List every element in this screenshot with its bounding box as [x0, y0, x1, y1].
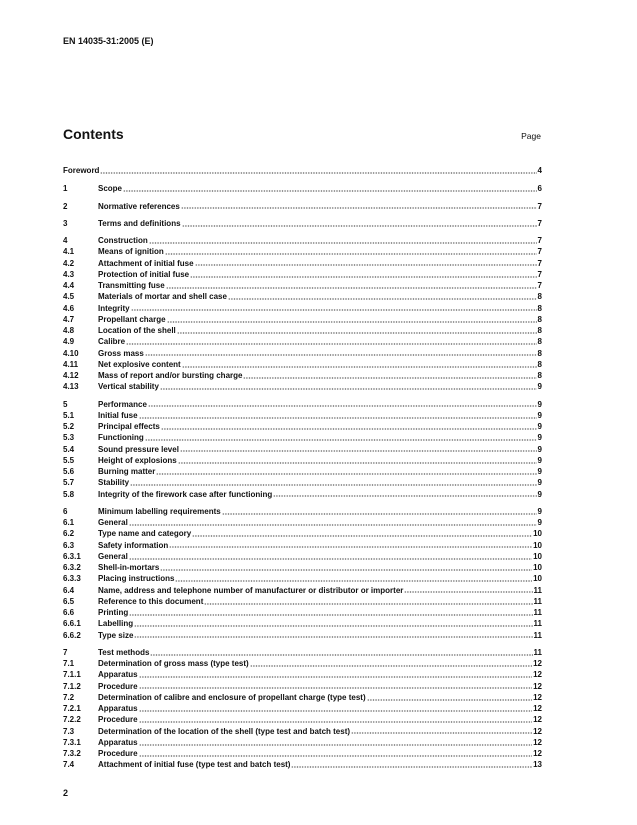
dot-leader — [145, 354, 537, 356]
toc-entry[interactable] — [63, 540, 542, 551]
toc-entry-number: 3 — [63, 218, 68, 228]
toc-entry-number: 4.6 — [63, 303, 75, 313]
toc-entry-page: 10 — [533, 574, 542, 584]
dot-leader — [250, 665, 532, 667]
toc-section — [63, 165, 542, 176]
toc-entry-title: Test methods — [98, 647, 150, 657]
toc-entry-title: Apparatus — [98, 670, 138, 680]
toc-entry-number: 5.5 — [63, 455, 75, 465]
toc-entry-title: Name, address and telephone number of manufacturer or distributor or importer — [98, 585, 404, 595]
toc-entry[interactable] — [63, 714, 542, 725]
toc-entry-page: 7 — [537, 201, 542, 211]
toc-entry-title: Minimum labelling requirements — [98, 506, 221, 516]
toc-entry-page: 11 — [533, 596, 542, 606]
toc-entry-title: Determination of gross mass (type test) — [98, 659, 249, 668]
toc-entry-title: Procedure — [98, 681, 138, 691]
toc-entry-page: 12 — [533, 659, 542, 668]
toc-entry[interactable] — [63, 477, 542, 488]
toc-entry-number: 6.6.1 — [63, 619, 81, 629]
toc-entry-page: 8 — [537, 371, 542, 380]
toc-entry-page: 10 — [533, 563, 542, 572]
toc-entry-title: Functioning — [98, 433, 144, 443]
dot-leader — [126, 343, 536, 345]
toc-entry-title: Sound pressure level — [98, 444, 179, 454]
toc-entry-page: 9 — [537, 506, 542, 516]
page-column-label: Page — [521, 131, 541, 141]
toc-entry-title: Stability — [98, 478, 130, 488]
toc-entry[interactable] — [63, 280, 542, 291]
dot-leader — [139, 744, 533, 746]
dot-leader — [222, 513, 537, 515]
dot-leader — [156, 473, 536, 475]
toc-entry[interactable] — [63, 399, 542, 410]
toc-entry-title: Normative references — [98, 201, 180, 211]
dot-leader — [178, 462, 537, 464]
toc-entry[interactable] — [63, 336, 542, 347]
dot-leader — [139, 687, 533, 689]
dot-leader — [273, 495, 536, 497]
toc-entry[interactable] — [63, 607, 542, 618]
toc-entry[interactable] — [63, 466, 542, 477]
toc-entry-number: 5.4 — [63, 444, 75, 454]
toc-entry[interactable] — [63, 573, 542, 584]
toc-entry-title: Location of the shell — [98, 326, 176, 335]
toc-entry-number: 6.3.1 — [63, 551, 81, 561]
toc-entry[interactable] — [63, 647, 542, 658]
toc-entry-title: Safety information — [98, 540, 169, 550]
toc-entry-number: 6.5 — [63, 596, 75, 606]
dot-leader — [160, 569, 532, 571]
toc-entry-page: 9 — [537, 467, 542, 476]
toc-entry-page: 12 — [533, 715, 542, 725]
toc-entry-page: 12 — [533, 749, 542, 758]
toc-entry[interactable] — [63, 235, 542, 246]
toc-entry-title: Apparatus — [98, 737, 138, 747]
toc-entry[interactable] — [63, 669, 542, 680]
toc-entry-title: Apparatus — [98, 704, 138, 713]
toc-entry-page: 9 — [537, 455, 542, 465]
toc-entry-page: 8 — [537, 359, 542, 369]
toc-entry-page: 12 — [533, 692, 542, 702]
toc-entry-page: 10 — [533, 529, 542, 539]
dot-leader — [123, 190, 537, 192]
toc-entry-page: 8 — [537, 292, 542, 302]
dot-leader — [131, 309, 537, 311]
dot-leader — [139, 755, 533, 757]
toc-entry-number: 6.3 — [63, 540, 75, 550]
toc-entry[interactable] — [63, 703, 542, 714]
toc-entry[interactable] — [63, 455, 542, 466]
toc-entry-number: 4.7 — [63, 314, 75, 324]
toc-entry-title: Scope — [98, 184, 123, 194]
document-header: EN 14035-31:2005 (E) — [63, 36, 154, 46]
dot-leader — [169, 546, 532, 548]
dot-leader — [351, 732, 532, 734]
toc-entry-number: 6.2 — [63, 529, 75, 539]
toc-entry-page: 7 — [537, 218, 542, 228]
toc-entry[interactable] — [63, 258, 542, 269]
toc-entry-page: 9 — [537, 422, 542, 431]
toc-section — [63, 647, 542, 771]
dot-leader — [177, 332, 537, 334]
toc-entry[interactable] — [63, 585, 542, 596]
toc-entry-page: 9 — [537, 518, 542, 527]
toc-entry-page: 8 — [537, 314, 542, 324]
toc-section — [63, 218, 542, 229]
toc-entry-title: General — [98, 551, 128, 561]
dot-leader — [166, 287, 537, 289]
toc-entry-title: Procedure — [98, 749, 138, 758]
toc-entry-number: 4.3 — [63, 269, 75, 279]
dot-leader — [139, 417, 537, 419]
toc-entry[interactable] — [63, 551, 542, 562]
toc-entry-title: Performance — [98, 399, 147, 409]
toc-entry-page: 11 — [533, 647, 542, 657]
toc-entry-title: Foreword — [63, 166, 100, 175]
toc-entry-title: Procedure — [98, 715, 138, 725]
toc-entry-page: 8 — [537, 348, 542, 358]
toc-entry-number: 4.11 — [63, 359, 79, 369]
toc-entry-title: Net explosive content — [98, 359, 181, 369]
toc-entry-number: 7.3.1 — [63, 737, 81, 747]
toc-entry-number: 7.2 — [63, 692, 75, 702]
dot-leader — [148, 405, 537, 407]
page-title: Contents — [63, 126, 124, 142]
toc-entry-number: 4.9 — [63, 337, 75, 347]
dot-leader — [139, 676, 533, 678]
toc-entry-number: 7.3.2 — [63, 749, 81, 758]
toc-entry-number: 4.8 — [63, 326, 75, 335]
toc-entry-page: 8 — [537, 326, 542, 335]
page-number: 2 — [63, 788, 69, 798]
toc-entry-number: 7.2.1 — [63, 704, 81, 713]
toc-entry-title: Printing — [98, 608, 129, 617]
toc-entry-number: 6.6.2 — [63, 630, 81, 640]
toc-entry-page: 6 — [537, 184, 542, 194]
toc-entry-number: 6.3.3 — [63, 574, 81, 584]
toc-entry-title: Placing instructions — [98, 574, 175, 584]
toc-entry-number: 5.2 — [63, 422, 75, 431]
toc-section — [63, 201, 542, 212]
dot-leader — [243, 377, 536, 379]
dot-leader — [404, 591, 532, 593]
toc-entry-title: Gross mass — [98, 348, 144, 358]
toc-entry-number: 7 — [63, 647, 68, 657]
toc-section — [63, 506, 542, 641]
table-of-contents — [63, 165, 542, 777]
dot-leader — [167, 321, 537, 323]
toc-entry-page: 11 — [533, 619, 542, 629]
toc-entry-number: 4.5 — [63, 292, 75, 302]
toc-entry-page: 12 — [533, 681, 542, 691]
toc-entry[interactable] — [63, 528, 542, 539]
dot-leader — [367, 699, 532, 701]
dot-leader — [182, 366, 537, 368]
toc-entry[interactable] — [63, 562, 542, 573]
toc-entry-page: 11 — [533, 630, 542, 640]
toc-entry-page: 10 — [533, 540, 542, 550]
toc-entry[interactable] — [63, 183, 542, 194]
toc-entry[interactable] — [63, 759, 542, 770]
dot-leader — [192, 535, 532, 537]
toc-entry-number: 7.1.2 — [63, 681, 81, 691]
toc-entry-page: 12 — [533, 737, 542, 747]
toc-entry[interactable] — [63, 410, 542, 421]
toc-entry-page: 7 — [537, 269, 542, 279]
toc-entry[interactable] — [63, 596, 542, 607]
toc-entry-number: 4.4 — [63, 281, 75, 290]
toc-entry[interactable] — [63, 618, 542, 629]
toc-entry-page: 9 — [537, 478, 542, 488]
toc-entry-number: 2 — [63, 201, 68, 211]
dot-leader — [149, 242, 537, 244]
toc-entry[interactable] — [63, 370, 542, 381]
toc-entry-number: 7.1 — [63, 659, 75, 668]
dot-leader — [129, 558, 532, 560]
toc-entry[interactable] — [63, 681, 542, 692]
toc-entry-number: 7.2.2 — [63, 715, 81, 725]
dot-leader — [180, 450, 537, 452]
toc-entry-page: 9 — [537, 433, 542, 443]
dot-leader — [175, 580, 532, 582]
dot-leader — [160, 388, 537, 390]
toc-entry-number: 4.10 — [63, 348, 79, 358]
toc-entry-title: Labelling — [98, 619, 134, 629]
dot-leader — [145, 439, 537, 441]
toc-entry[interactable] — [63, 246, 542, 257]
toc-entry-page: 8 — [537, 337, 542, 347]
dot-leader — [190, 276, 536, 278]
toc-entry-number: 5.6 — [63, 467, 75, 476]
toc-entry[interactable] — [63, 165, 542, 176]
toc-entry-number: 6.4 — [63, 585, 75, 595]
toc-entry-number: 5.7 — [63, 478, 75, 488]
toc-entry-number: 4.1 — [63, 247, 75, 257]
toc-entry-title: Materials of mortar and shell case — [98, 292, 227, 302]
dot-leader — [130, 484, 536, 486]
toc-entry-title: General — [98, 518, 128, 527]
toc-entry-number: 4 — [63, 236, 68, 245]
toc-entry[interactable] — [63, 726, 542, 737]
dot-leader — [150, 654, 532, 656]
toc-entry-title: Attachment of initial fuse — [98, 258, 194, 268]
toc-entry-page: 9 — [537, 489, 542, 499]
toc-entry-title: Reference to this document — [98, 596, 204, 606]
toc-entry-page: 9 — [537, 399, 542, 409]
toc-entry[interactable] — [63, 444, 542, 455]
toc-entry-page: 9 — [537, 382, 542, 392]
toc-entry-number: 4.13 — [63, 382, 79, 392]
toc-entry[interactable] — [63, 201, 542, 212]
toc-entry[interactable] — [63, 218, 542, 229]
toc-entry[interactable] — [63, 658, 542, 669]
toc-entry-title: Mass of report and/or bursting charge — [98, 371, 243, 380]
toc-entry-title: Protection of initial fuse — [98, 269, 190, 279]
toc-entry[interactable] — [63, 359, 542, 370]
toc-section — [63, 235, 542, 393]
toc-entry-page: 13 — [533, 760, 542, 770]
toc-entry-title: Principal effects — [98, 422, 160, 431]
toc-entry-page: 10 — [533, 551, 542, 561]
toc-entry[interactable] — [63, 432, 542, 443]
toc-entry[interactable] — [63, 314, 542, 325]
toc-entry-page: 7 — [537, 258, 542, 268]
toc-entry[interactable] — [63, 737, 542, 748]
dot-leader — [291, 766, 532, 768]
toc-entry-page: 12 — [533, 726, 542, 736]
toc-entry-number: 6.1 — [63, 518, 75, 527]
dot-leader — [134, 636, 532, 638]
dot-leader — [129, 614, 532, 616]
toc-entry-number: 1 — [63, 184, 68, 194]
toc-entry-title: Determination of calibre and enclosure of propellant charge (type test) — [98, 692, 366, 702]
toc-entry-page: 4 — [537, 166, 542, 175]
toc-entry[interactable] — [63, 381, 542, 392]
toc-entry-page: 12 — [533, 670, 542, 680]
toc-entry-title: Determination of the location of the shell (type test and batch test) — [98, 726, 351, 736]
dot-leader — [100, 172, 536, 174]
toc-entry-page: 9 — [537, 444, 542, 454]
toc-entry-title: Integrity — [98, 303, 130, 313]
toc-entry[interactable] — [63, 506, 542, 517]
toc-entry-number: 6.6 — [63, 608, 75, 617]
toc-entry-title: Terms and definitions — [98, 218, 181, 228]
toc-entry-number: 7.3 — [63, 726, 75, 736]
toc-entry-number: 5.1 — [63, 410, 75, 420]
dot-leader — [161, 428, 537, 430]
toc-entry-page: 7 — [537, 281, 542, 290]
toc-entry-title: Means of ignition — [98, 247, 164, 257]
toc-entry-page: 12 — [533, 704, 542, 713]
dot-leader — [139, 721, 533, 723]
toc-entry[interactable] — [63, 630, 542, 641]
toc-entry-title: Attachment of initial fuse (type test and batch test) — [98, 760, 291, 770]
toc-entry-number: 7.1.1 — [63, 670, 81, 680]
toc-entry[interactable] — [63, 269, 542, 280]
dot-leader — [204, 603, 532, 605]
dot-leader — [129, 524, 537, 526]
dot-leader — [228, 298, 537, 300]
toc-entry[interactable] — [63, 291, 542, 302]
toc-entry-page: 7 — [537, 247, 542, 257]
toc-entry-number: 4.2 — [63, 258, 75, 268]
toc-entry-page: 8 — [537, 303, 542, 313]
toc-entry-number: 4.12 — [63, 371, 79, 380]
toc-entry-title: Propellant charge — [98, 314, 166, 324]
toc-entry-page: 11 — [533, 585, 542, 595]
toc-entry[interactable] — [63, 348, 542, 359]
dot-leader — [195, 264, 537, 266]
toc-entry-title: Burning matter — [98, 467, 156, 476]
dot-leader — [165, 253, 537, 255]
toc-entry-title: Integrity of the firework case after functioning — [98, 489, 273, 499]
toc-entry-number: 5.3 — [63, 433, 75, 443]
toc-entry-title: Transmitting fuse — [98, 281, 165, 290]
toc-entry[interactable] — [63, 303, 542, 314]
toc-section — [63, 183, 542, 194]
toc-entry-number: 6.3.2 — [63, 563, 81, 572]
dot-leader — [181, 207, 537, 209]
toc-entry-title: Initial fuse — [98, 410, 138, 420]
toc-entry[interactable] — [63, 748, 542, 759]
toc-entry-title: Type name and category — [98, 529, 192, 539]
toc-entry-page: 9 — [537, 410, 542, 420]
toc-entry[interactable] — [63, 517, 542, 528]
toc-entry-title: Calibre — [98, 337, 126, 347]
toc-entry-page: 11 — [533, 608, 542, 617]
toc-entry[interactable] — [63, 421, 542, 432]
toc-entry-page: 7 — [537, 236, 542, 245]
toc-entry-title: Vertical stability — [98, 382, 159, 392]
toc-entry[interactable] — [63, 692, 542, 703]
toc-entry-number: 5 — [63, 399, 68, 409]
dot-leader — [134, 625, 532, 627]
toc-entry-title: Construction — [98, 236, 148, 245]
toc-entry[interactable] — [63, 489, 542, 500]
toc-entry-number: 6 — [63, 506, 68, 516]
dot-leader — [182, 225, 537, 227]
toc-entry-title: Height of explosions — [98, 455, 177, 465]
toc-entry-number: 7.4 — [63, 760, 75, 770]
toc-entry-title: Shell-in-mortars — [98, 563, 160, 572]
toc-section — [63, 399, 542, 500]
toc-entry-title: Type size — [98, 630, 134, 640]
toc-entry-number: 5.8 — [63, 489, 75, 499]
toc-entry[interactable] — [63, 325, 542, 336]
dot-leader — [139, 710, 533, 712]
